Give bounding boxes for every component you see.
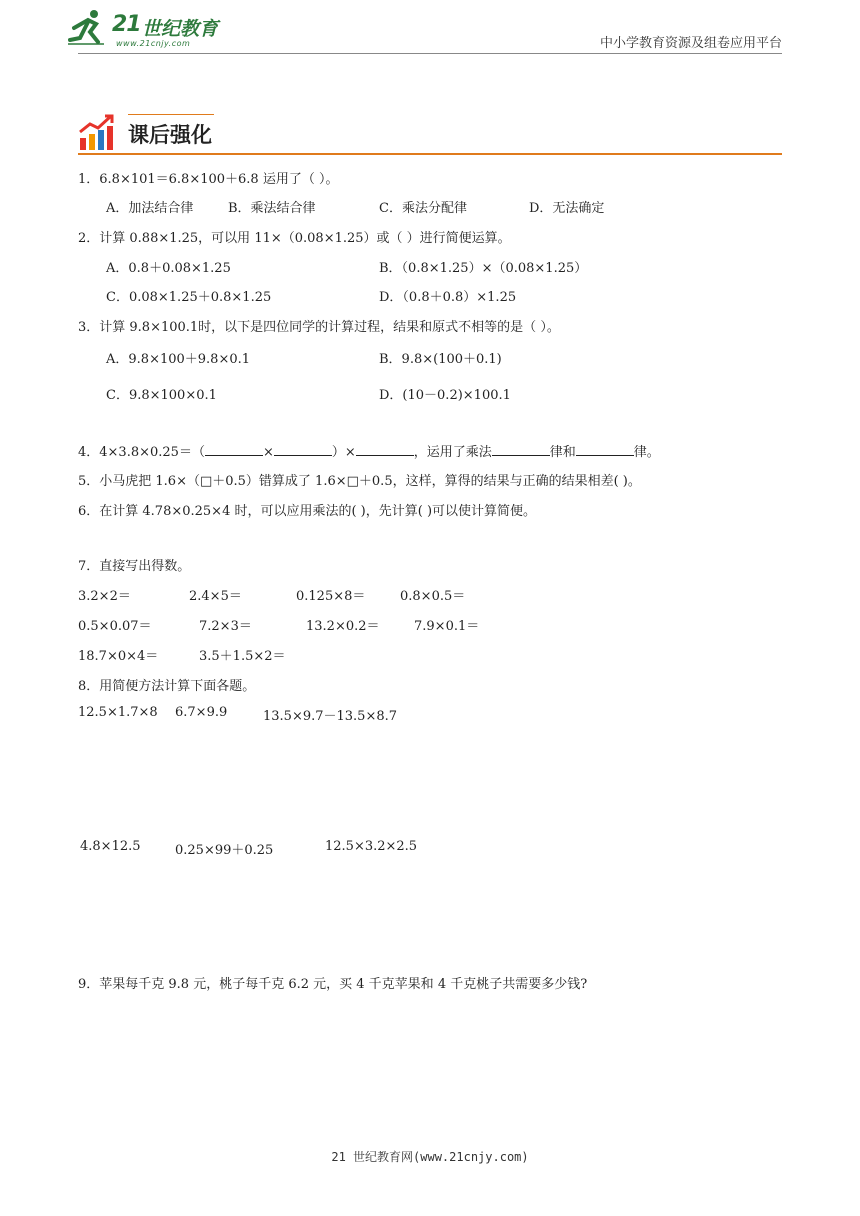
q4-blank-5[interactable] [576, 443, 634, 456]
question-5: 5．小马虎把 1.6×（□＋0.5）错算成了 1.6×□＋0.5，这样，算得的结果与正确的结果相差( )。 [78, 474, 641, 489]
question-6: 6．在计算 4.78×0.25×4 时，可以应用乘法的( )，先计算( )可以使计算简便。 [78, 504, 537, 519]
title-underline [78, 153, 782, 155]
question-4 [78, 441, 660, 460]
question-3-stem: 3．计算 9.8×100.1时，以下是四位同学的计算过程，结果和原式不相等的是（ ）。 [78, 320, 560, 335]
growth-chart-icon [78, 114, 116, 152]
q4-part-2: × [262, 445, 274, 460]
runner-logo-icon [66, 8, 106, 48]
q7-item: 7.9×0.1＝ [414, 619, 480, 634]
q2-option-d: D．（0.8＋0.8）×1.25 [379, 290, 517, 305]
q4-part-4: ，运用了乘法 [413, 445, 492, 460]
q7-item: 7.2×3＝ [199, 619, 252, 634]
q3-option-c: C．9.8×100×0.1 [106, 388, 217, 403]
header-divider [78, 53, 782, 54]
logo-number: 21 [112, 12, 141, 37]
question-2-stem: 2．计算 0.88×1.25，可以用 11×（0.08×1.25）或（ ）进行简便运算。 [78, 231, 511, 246]
section-header [78, 112, 782, 158]
q4-blank-1[interactable] [205, 443, 263, 456]
footer-text: 21 世纪教育网(www.21cnjy.com) [331, 1150, 529, 1164]
q7-item: 2.4×5＝ [189, 589, 242, 604]
q1-option-b: B．乘法结合律 [228, 201, 316, 216]
question-8-title: 8．用简便方法计算下面各题。 [78, 679, 256, 694]
q3-option-d: D．(10－0.2)×100.1 [379, 388, 511, 403]
title-top-line [128, 114, 214, 115]
q7-item: 3.2×2＝ [78, 589, 131, 604]
q2-option-c: C．0.08×1.25＋0.8×1.25 [106, 290, 272, 305]
q4-blank-2[interactable] [274, 443, 332, 456]
logo-text: 世纪教育 [142, 18, 219, 40]
q7-item: 18.7×0×4＝ [78, 649, 159, 664]
q4-blank-4[interactable] [492, 443, 550, 456]
q4-part-3: ）× [331, 445, 356, 460]
q3-option-a: A．9.8×100＋9.8×0.1 [106, 352, 251, 367]
section-title: 课后强化 [128, 123, 212, 147]
question-9: 9．苹果每千克 9.8 元，桃子每千克 6.2 元，买 4 千克苹果和 4 千克桃子共需要多少钱? [78, 977, 588, 992]
q8-item: 0.25×99＋0.25 [175, 843, 274, 858]
q1-option-a: A．加法结合律 [106, 201, 194, 216]
q8-item: 6.7×9.9 [175, 705, 228, 720]
q4-blank-3[interactable] [356, 443, 414, 456]
q7-item: 3.5＋1.5×2＝ [199, 649, 286, 664]
q8-item: 12.5×1.7×8 [78, 705, 158, 720]
q2-option-a: A．0.8＋0.08×1.25 [106, 261, 231, 276]
q4-part-1: 4．4×3.8×0.25＝（ [78, 445, 205, 460]
q1-option-c: C．乘法分配律 [379, 201, 467, 216]
q7-item: 13.2×0.2＝ [306, 619, 380, 634]
question-1-stem: 1．6.8×101＝6.8×100＋6.8 运用了（ ）。 [78, 172, 339, 187]
q8-item: 12.5×3.2×2.5 [325, 839, 418, 854]
site-logo [66, 8, 236, 50]
logo-url: www.21cnjy.com [116, 39, 191, 48]
q8-item: 4.8×12.5 [80, 839, 141, 854]
q2-option-b: B．（0.8×1.25）×（0.08×1.25） [379, 261, 588, 276]
q8-item: 13.5×9.7－13.5×8.7 [263, 709, 398, 724]
q4-part-5: 律和 [549, 445, 576, 460]
question-7-title: 7．直接写出得数。 [78, 559, 191, 574]
q7-item: 0.8×0.5＝ [400, 589, 466, 604]
platform-name: 中小学教育资源及组卷应用平台 [599, 36, 782, 51]
q4-part-6: 律。 [633, 445, 660, 460]
q1-option-d: D．无法确定 [529, 201, 605, 216]
q7-item: 0.5×0.07＝ [78, 619, 152, 634]
q7-item: 0.125×8＝ [296, 589, 366, 604]
q3-option-b: B．9.8×(100＋0.1) [379, 352, 502, 367]
